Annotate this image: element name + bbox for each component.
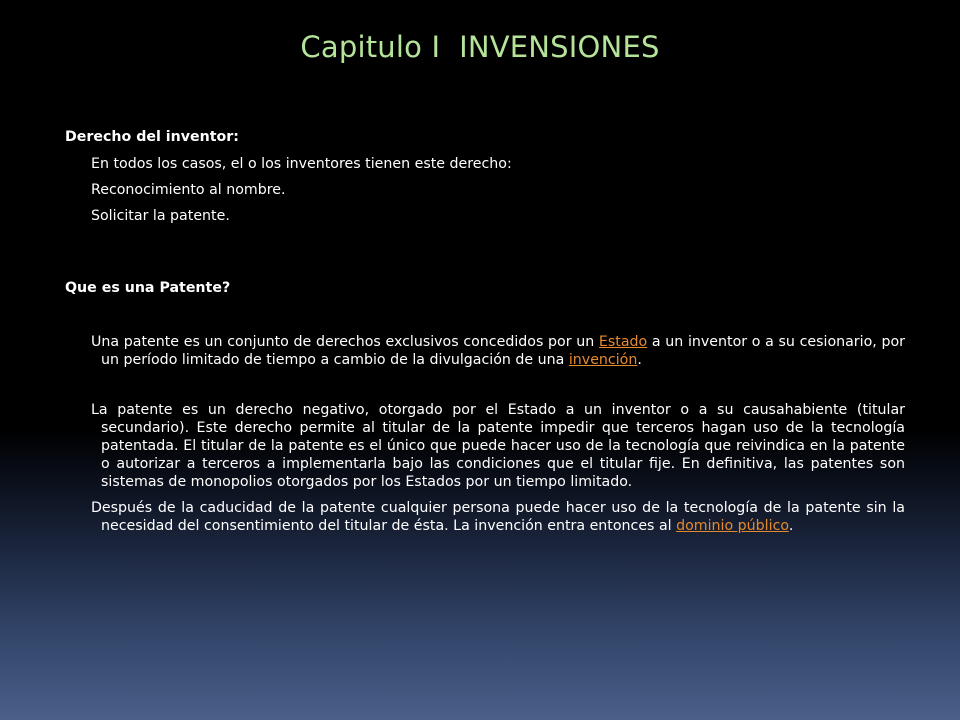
section-heading-patente: Que es una Patente? [65, 280, 231, 296]
link-estado[interactable]: Estado [598, 334, 648, 350]
slide-title: Capitulo I INVENSIONES [300, 30, 660, 64]
paragraph-text: a un inventor o a su cesionario, por un período limitado de tiempo a cambio de la divulgación de una [101, 334, 905, 368]
link-invencion[interactable]: invención [568, 352, 638, 368]
paragraph-text: . [788, 518, 794, 534]
section-heading-derecho: Derecho del inventor: [65, 129, 239, 145]
link-dominio-publico[interactable]: dominio público [676, 518, 789, 534]
paragraph-definicion [65, 333, 905, 369]
paragraph-derecho-negativo: La patente es un derecho negativo, otorgado por el Estado a un inventor o a su causahabiente (titular secundario). Este derecho permite al titular de la patente impedir que terceros hagan uso de la tecnología patentada. El titular de la patente es el único que puede hacer uso de la tecnología que reivindica en la patente o autorizar a terceros a implementarla bajo las condiciones que el titular fije. En definitiva, las patentes son sistemas de monopolios otorgados por los Estados por un tiempo limitado. [91, 402, 905, 490]
paragraph-text: Una patente es un conjunto de derechos exclusivos concedidos por un [91, 334, 599, 350]
slide-content [65, 128, 905, 535]
bullet-reconocimiento: Reconocimiento al nombre. [91, 182, 286, 198]
paragraph-text: Después de la caducidad de la patente cualquier persona puede hacer uso de la tecnología de la patente sin la necesidad del consentimiento del titular de ésta. La invención entra entonces al [91, 500, 905, 534]
bullet-solicitar: Solicitar la patente. [91, 208, 230, 224]
paragraph-caducidad [65, 499, 905, 535]
bullet-todos-los-casos: En todos los casos, el o los inventores tienen este derecho: [91, 156, 512, 172]
paragraph-text: . [637, 352, 642, 368]
